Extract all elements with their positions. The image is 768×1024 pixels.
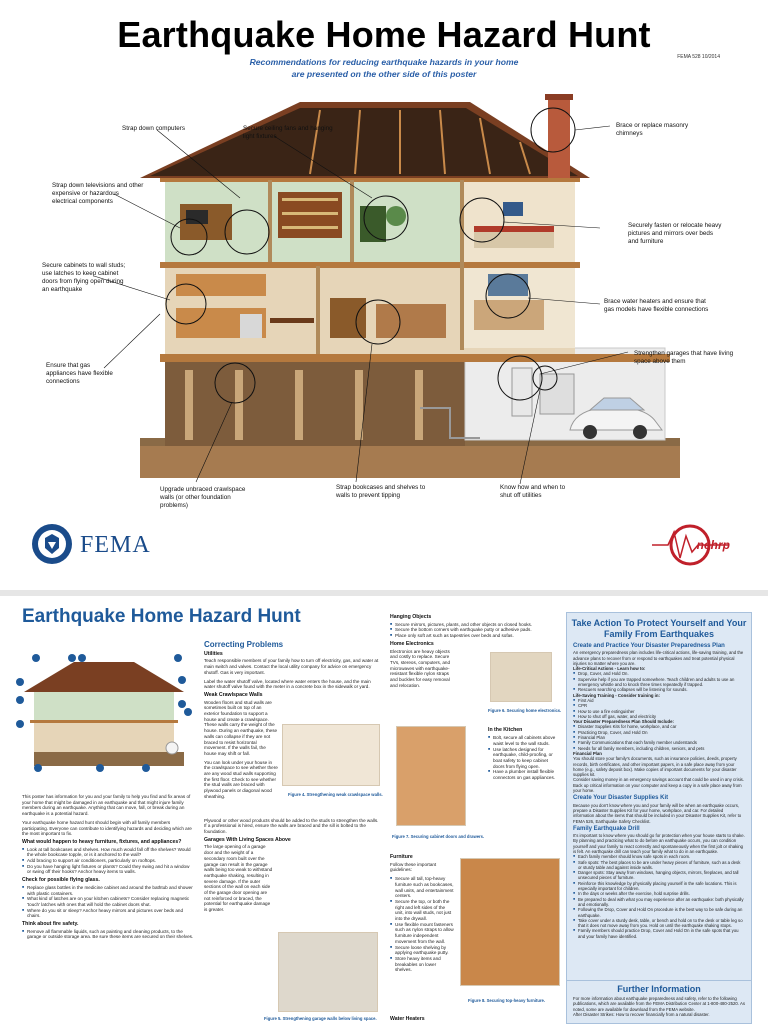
list-item: ■ Following the Drop, Cover and Hold On procedure is the best way to be safe during an earthquake. (573, 907, 745, 918)
list-item: ■ Needs for all family members, including children, seniors, and pets (573, 746, 745, 751)
doc-title: Earthquake Home Hazard Hunt (22, 606, 301, 627)
list-item: ■ Danger spots: Stay away from windows, hanging objects, mirrors, fireplaces, and tall unsecured pieces of furniture. (573, 870, 745, 881)
callout-strap-computers: Strap down computers (122, 125, 185, 132)
list-item: ■ Family members should practice Drop, Cover and Hold On in the safe spots that you and your family have identified. (573, 928, 745, 939)
heading-garages: Garages With Living Spaces Above (204, 836, 291, 843)
heading-supplies-kit: Create Your Disaster Supplies Kit (573, 795, 669, 802)
callout-crawlspace: Upgrade unbraced crawlspace walls (or other foundation problems) (160, 486, 246, 509)
callout-chimney: Brace or replace masonry chimneys (616, 122, 689, 137)
list-item: ■ CPR (573, 703, 745, 708)
list-item: ■ Have a plumber install flexible connectors on gas appliances. (488, 769, 560, 780)
list-item: ■ In the days or weeks after the exercise, hold surprise drills. (573, 891, 745, 896)
figure-6-caption: Figure 6. Securing home electronics. (488, 708, 562, 713)
list-item: ■ Use latches designed for earthquake, child-proofing, or boat safety to keep cabinet doors from flying open. (488, 747, 560, 770)
soil (140, 446, 680, 478)
callout-bookcases: Strap bookcases and shelves to walls to prevent tipping (336, 484, 426, 499)
callout-water-heaters: Brace water heaters and ensure that gas models have flexible connections (604, 298, 709, 313)
callout-gas: Ensure that gas appliances have flexible connections (46, 362, 113, 385)
paragraph: The large opening of a garage door and the weight of a secondary room built over the garage can result in the garage walls being too weak to withstand earthquake shaking, resulting in severe damage. If the outer sections of the wall on each side of the garage door opening are not reinforced or braced, the potential for earthquake damage is greater. (204, 844, 273, 913)
paragraph: Wooden floors and stud walls are sometimes built on top of an exterior foundation to support a house and create a crawlspace. These walls carry the weight of the house. During an earthquake, these walls can collapse if they are not braced to resist horizontal movement. If the walls fail, the house may shift or fall. (204, 699, 278, 756)
list-item: ■ Bolt, secure all cabinets above waist level to the wall studs. (488, 735, 560, 746)
figure-8-caption: Figure 8. Securing top-heavy furniture. (468, 998, 546, 1003)
figure-electronics-image (490, 652, 552, 702)
paragraph: For more information about earthquake preparedness and safety, refer to the following publications, which are available from the FEMA Distribution Center at 1-800-480-2520. As noted, some are available for download from the FEMA website. (573, 996, 745, 1012)
list-item: ■ Do you have hanging light fixtures or plants? Could they swing and hit a window or swing off their hooks? Anchor heavy items to walls. (22, 864, 194, 875)
list-item: ■ Financial Plan (573, 735, 745, 740)
callout-cabinets: Secure cabinets to wall studs; use latches to keep cabinet doors from flying open during an earthquake (42, 262, 126, 293)
take-action-box (566, 612, 752, 984)
heading-furniture: Furniture (390, 854, 413, 860)
list-item: ■ Secure the top, or both the right and left sides of the unit, into wall studs, not just into the drywall. (390, 899, 454, 922)
callout-utilities: Know how and when to shut off utilities (500, 484, 566, 499)
heading-create-plan: Create and Practice Your Disaster Preparedness Plan (573, 643, 725, 649)
list-item: ■ Rescuers searching collapses will be listening for sounds. (573, 687, 745, 692)
col-3-water (390, 1014, 490, 1024)
figure-garage-image (278, 932, 378, 1012)
figure-4-caption: Figure 4. Strengthening weak crawlspace walls. (288, 792, 383, 797)
list-item: ■ Store heavy items and breakables on lower shelves. (390, 956, 454, 973)
figure-crawlspace-image (282, 724, 380, 786)
callout-tvs: Strap down televisions and other expensive or hazardous electrical components (52, 182, 144, 205)
list-item: ■ Supervise help if you are trapped somewhere. Teach children and adults to use an emergency whistle and to knock three times repeatedly if trapped. (573, 677, 745, 688)
col-3-furniture (390, 852, 454, 976)
house-cutaway-illustration (0, 78, 768, 510)
list-item: ■ Practicing Drop, Cover, and Hold On (573, 730, 745, 735)
list-item: ■ How to use a fire extinguisher (573, 709, 745, 714)
callout-pictures: Securely fasten or relocate heavy pictures and mirrors over beds and furniture (628, 222, 722, 245)
list-item: ■ How to shut off gas, water, and electricity (573, 714, 745, 719)
list-item: ■ Replace glass bottles in the medicine cabinet and around the bathtub and shower with plastic containers. (22, 885, 194, 896)
list-item: ■ Use flexible mount fasteners such as nylon straps to allow furniture independent movement from the wall. (390, 922, 454, 945)
figure-7-caption: Figure 7. Securing cabinet doors and drawers. (392, 834, 485, 839)
paragraph: Electronics are heavy objects and costly to replace. Secure TVs, stereos, computers, and microwaves with earthquake-resistant flexible nylon straps and buckles for easy removal and relocation. (390, 648, 450, 688)
intro-paragraph: This poster has information for you and your family to help you find and fix areas of your home that might be damaged in an earthquake and that might injure family members during an earthquake. Anything that can move, fall, or break during an earthquake is a potential hazard. (22, 794, 191, 817)
nehrp-logo-text: nehrp (696, 538, 730, 552)
list-item: ■ Disaster Supplies Kits for home, workplace, and car (573, 724, 745, 729)
paragraph: Label the water shutoff valve, located where water enters the house, and the main water shutoff valve found with the meter in a concrete box in the sidewalk or yard. (204, 678, 371, 690)
list-item: ■ Secure mirrors, pictures, plants, and other objects on closed hooks. (390, 622, 560, 628)
list-item: ■ First Aid (573, 698, 745, 703)
label-financial-plan: Financial Plan (573, 750, 602, 756)
list-item: ■ Safe spots: The best places to be are under heavy pieces of furniture, such as a desk or sturdy table and against inside walls. (573, 860, 745, 871)
list-item: ■ Add bracing to support air conditioners, particularly on rooftops. (22, 858, 194, 864)
chimney (548, 98, 570, 178)
take-action-title: Take Action To Protect Yourself and Your Family From Earthquakes (571, 618, 747, 639)
heading-utilities: Utilities (204, 650, 223, 657)
heading-fire-safety: Think about fire safety. (22, 921, 79, 928)
heading-weak-crawlspace: Weak Crawlspace Walls (204, 691, 263, 698)
subtitle-line-1: Recommendations for reducing earthquake hazards in your home (249, 57, 519, 67)
heading-correcting-problems: Correcting Problems (204, 640, 284, 649)
fema-logo-text: FEMA (80, 532, 151, 558)
heading-family-drill: Family Earthquake Drill (573, 825, 640, 832)
paragraph: An emergency preparedness plan includes life-critical actions, life-saving training, and the advance plans to recover from or respond to earthquakes and treat potential physical injuries no matter where you are. (573, 650, 744, 666)
heading-water-heaters: Water Heaters (390, 1016, 425, 1022)
list-item: ■ Family Communications that each family member understands (573, 740, 745, 745)
heading-kitchen: In the Kitchen (488, 727, 523, 734)
list-item: ■ Reinforce this knowledge by physically placing yourself in the safe locations. This is especially important for children. (573, 881, 745, 892)
intro-paragraph-2: Your earthquake home hazard hunt should begin with all family members participating. Everyone can contribute to identifying hazards and deciding which are the most important to fix. (22, 819, 192, 837)
heading-hanging-objects: Hanging Objects (390, 614, 432, 620)
list-item: ■ Secure the bottom corners with earthquake putty or adhesive pads. (390, 627, 560, 633)
list-item: ■ What kind of latches are on your kitchen cabinets? Consider replacing magnetic 'touch' latches with ones that will hold the cabinet doors shut. (22, 896, 194, 907)
list-item: ■ Where do you sit or sleep? Anchor heavy mirrors and pictures over beds and chairs. (22, 908, 194, 919)
list-item: ■ Secure all tall, top-heavy furniture such as bookcases, wall units, and entertainment centers. (390, 876, 454, 899)
label-life-saving: Life-Saving Training - Consider training in: (573, 692, 660, 698)
poster-subtitle (210, 56, 558, 80)
paragraph: It's important to know where you should go for protection when your house starts to shake. By planning and practicing what to do before an earthquake occurs, you can condition yourself and your family to react correctly and spontaneously when the first jolt or shaking is felt. An earthquake drill can teach your family what to do in an earthquake. (573, 833, 745, 854)
list-item: ■ Each family member should know safe spots in each room. (573, 854, 745, 859)
heading-heavy-furniture: What would happen to heavy furniture, fixtures, and appliances? (22, 838, 182, 845)
paragraph: Consider saving money in an emergency savings account that could be used in any crisis. Back up critical information on your computer and keep a copy in a safe place away from your home. (573, 777, 745, 794)
list-item: ■ Secure loose shelving by applying earthquake putty. (390, 945, 454, 956)
list-item: ■ Remove all flammable liquids, such as painting and cleaning products, to the garage or outside storage area. Be sure these items are secured on their shelves. (22, 929, 194, 940)
further-information-title: Further Information (617, 984, 701, 994)
paragraph: Plywood or other wood products should be added to the studs to strengthen the walls. If a professional is hired, ensure the walls are braced and the sill is bolted to the foundation. (204, 817, 379, 834)
list-item: ■ Drop, Cover, and Hold On. (573, 671, 745, 676)
callout-garages: Strengthen garages that have living space above them (634, 350, 734, 365)
list-item: ■ Place only soft art such as tapestries over beds and sofas. (390, 633, 560, 639)
paragraph: Because you don't know where you and your family will be when an earthquake occurs, prepare a Disaster Supplies Kit for your home, workplace, and car. For detailed information about the items that should be included in your Disaster Supplies Kit, refer to FEMA 526, Earthquake Safety Checklist. (573, 802, 742, 824)
paragraph: After Disaster Strikes: How to recover financially from a natural disaster. (573, 1011, 710, 1017)
paragraph: Follow these important guidelines: (390, 861, 437, 873)
water-heater (512, 368, 532, 416)
heading-home-electronics: Home Electronics (390, 640, 434, 647)
list-item: ■ Take cover under a sturdy desk, table, or bench and hold on to the desk or table leg so that it does not move away from you. Hold on until the earthquake shaking stops. (573, 918, 745, 929)
callout-ceiling-fans: Secure ceiling fans and hanging light fixtures (243, 125, 333, 140)
list-item: ■ Look at tall bookcases and shelves. How much would fall off the shelves? Would the whole bookcase topple, or is it anchored to the wall? (22, 847, 194, 858)
list-item: ■ Be prepared to deal with what you may experience after an earthquake: both physically and emotionally. (573, 897, 745, 908)
figure-furniture-image (460, 858, 560, 986)
further-information-box (566, 980, 752, 1024)
lower-document (0, 596, 768, 1024)
dhs-seal-icon (30, 522, 74, 566)
paragraph: Teach responsible members of your family how to turn off electricity, gas, and water at main switch and valves. Contact the local utility company for advice on emergency shutoff. Gas is very important. (204, 658, 379, 675)
label-plan-include: Your Disaster Preparedness Plan Should Include: (573, 719, 674, 725)
poster-title: Earthquake Home Hazard Hunt (117, 14, 651, 55)
label-life-critical: Life-Critical Actions - Learn how to: (573, 666, 646, 672)
paragraph: You should store your family's documents, such as insurance policies, deeds, property records, birth certificates, and other important papers, in a safe place away from your home (e.g., safety deposit box). Make copies of important documents for your disaster supplies kit. (573, 756, 737, 778)
paragraph: You can look under your house in the crawlspace to see whether there are any wood stud walls supporting the first floor. Check to see whether the stud walls are braced with plywood panels or diagonal wood sheathing. (204, 759, 278, 799)
subtitle-line-2: are presented on the other side of this poster (291, 69, 477, 79)
heading-flying-glass: Check for possible flying glass. (22, 877, 100, 884)
figure-cabinet-image (396, 726, 466, 826)
col-1 (22, 794, 194, 943)
thumbnail-house-icon (14, 652, 194, 772)
fema-publication-id: FEMA 528 10/2014 (677, 54, 720, 60)
figure-5-caption: Figure 5. Strengthening garage walls below living space. (264, 1016, 377, 1021)
